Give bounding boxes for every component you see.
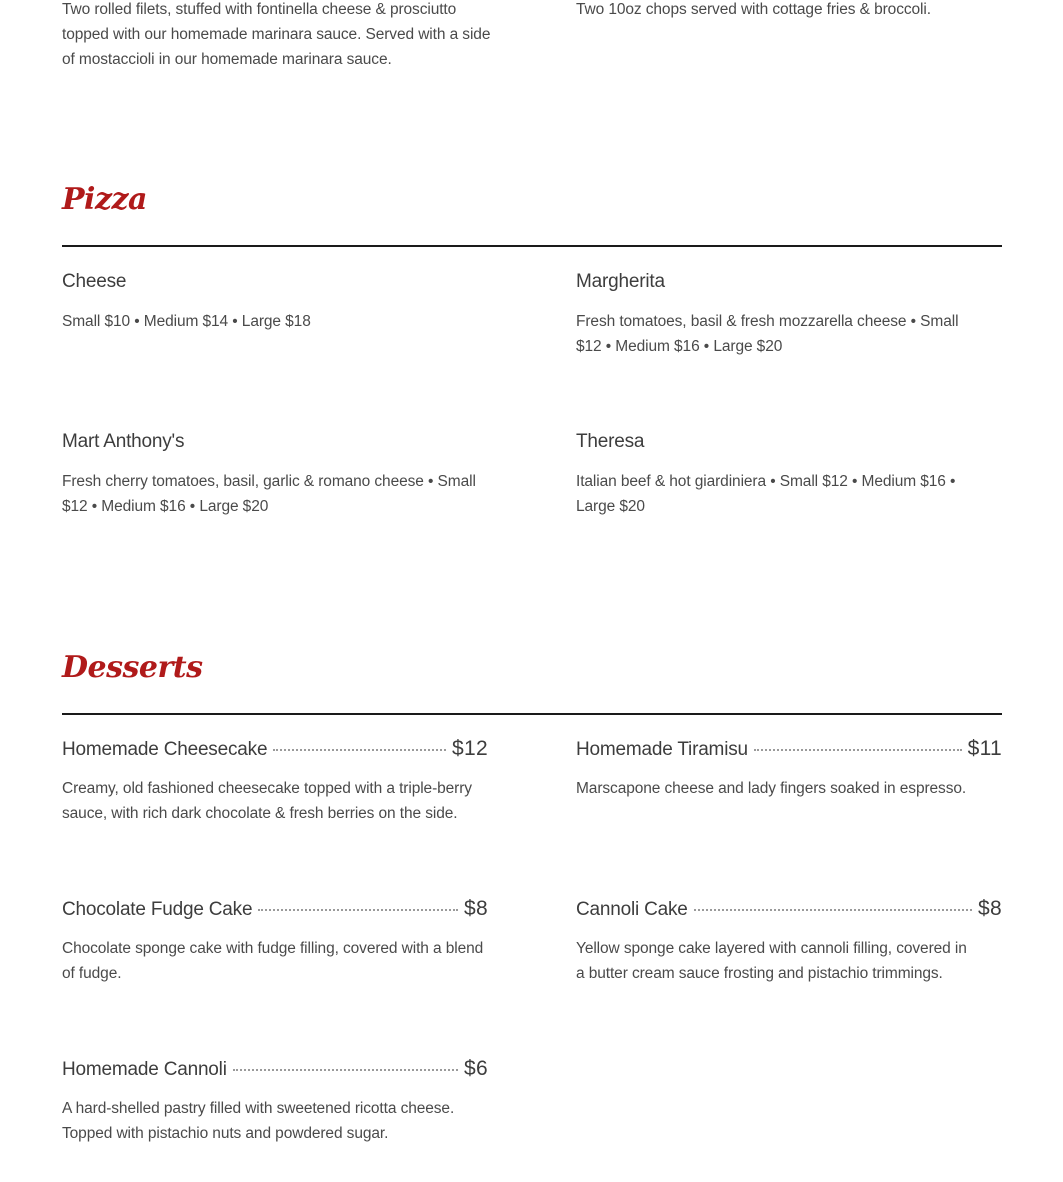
menu-item <box>62 430 494 519</box>
menu-item <box>62 897 488 986</box>
item-name: Homemade Cheesecake <box>62 739 268 760</box>
leader-dots <box>754 749 962 751</box>
section-title-pizza: Pizza <box>62 182 147 217</box>
item-name: Theresa <box>576 431 645 452</box>
item-description: Small $10 • Medium $14 • Large $18 <box>62 313 311 330</box>
section-divider <box>62 713 1002 715</box>
menu-item <box>62 270 490 334</box>
item-description: Chocolate sponge cake with fudge filling, covered with a blend of fudge. <box>62 940 484 982</box>
section-divider <box>62 245 1002 247</box>
leader-dots <box>273 749 446 751</box>
leader-dots <box>233 1069 458 1071</box>
item-name: Cheese <box>62 271 127 292</box>
item-price: $6 <box>464 1057 488 1080</box>
item-name: Margherita <box>576 271 665 292</box>
item-price: $12 <box>452 737 488 760</box>
item-description: Yellow sponge cake layered with cannoli filling, covered in a butter cream sauce frosting and pistachio trimmings. <box>576 940 967 982</box>
menu-item <box>62 737 488 826</box>
item-description-top-left: Two rolled filets, stuffed with fontinella cheese & prosciutto topped with our homemade marinara sauce. Served with a side of mostaccioli in our homemade marinara sauce. <box>62 1 491 68</box>
item-price: $8 <box>978 897 1002 920</box>
item-description: Fresh tomatoes, basil & fresh mozzarella cheese • Small $12 • Medium $16 • Large $20 <box>576 313 959 355</box>
item-name: Cannoli Cake <box>576 899 688 920</box>
item-name: Homemade Cannoli <box>62 1059 227 1080</box>
item-description: Creamy, old fashioned cheesecake topped with a triple-berry sauce, with rich dark chocolate & fresh berries on the side. <box>62 780 472 822</box>
section-title-desserts: Desserts <box>62 650 203 685</box>
menu-item <box>576 430 994 519</box>
item-description-top-right: Two 10oz chops served with cottage fries & broccoli. <box>576 1 931 18</box>
menu-item <box>576 737 1002 801</box>
menu-item <box>576 270 986 359</box>
menu-item <box>62 1057 488 1146</box>
item-description: A hard-shelled pastry filled with sweetened ricotta cheese. Topped with pistachio nuts and powdered sugar. <box>62 1100 455 1142</box>
item-description: Fresh cherry tomatoes, basil, garlic & romano cheese • Small $12 • Medium $16 • Large $20 <box>62 473 476 515</box>
leader-dots <box>694 909 972 911</box>
menu-item <box>576 897 1002 986</box>
item-price: $8 <box>464 897 488 920</box>
leader-dots <box>258 909 458 911</box>
item-description: Marscapone cheese and lady fingers soaked in espresso. <box>576 780 967 797</box>
item-name: Mart Anthony's <box>62 431 185 452</box>
item-price: $11 <box>967 737 1002 760</box>
item-description: Italian beef & hot giardiniera • Small $12 • Medium $16 • Large $20 <box>576 473 956 515</box>
item-name: Homemade Tiramisu <box>576 739 748 760</box>
item-name: Chocolate Fudge Cake <box>62 899 253 920</box>
